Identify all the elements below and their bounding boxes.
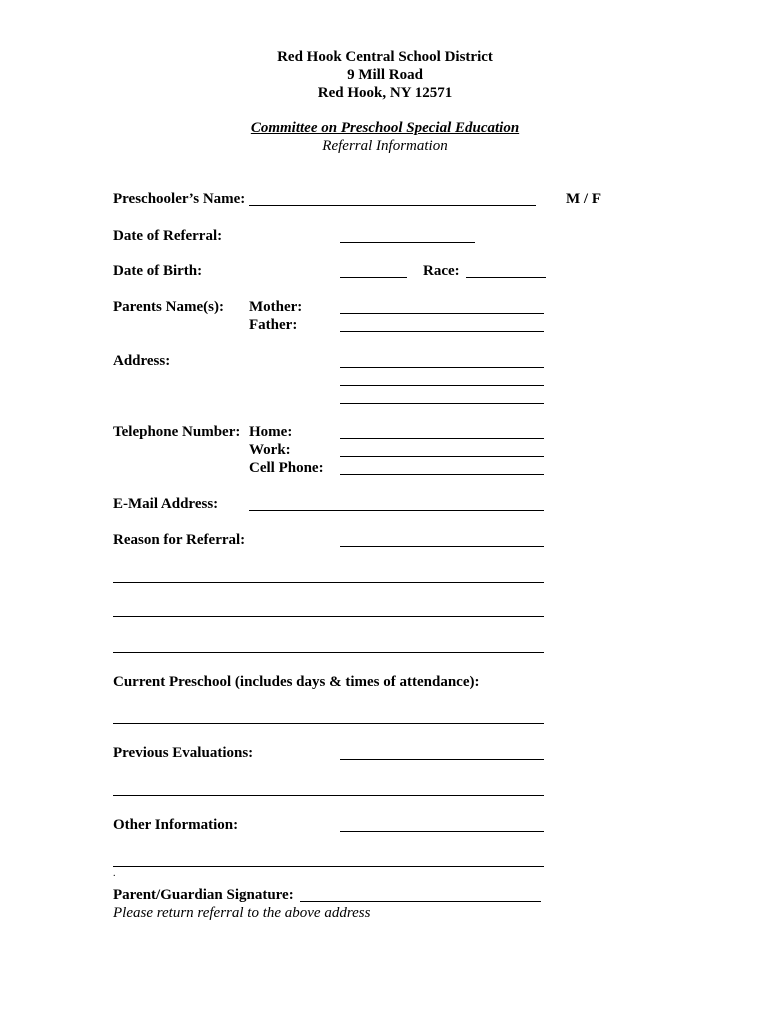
street-address: 9 Mill Road — [347, 67, 423, 83]
parents-names-label: Parents Name(s): — [113, 299, 224, 315]
form-subtitle: Referral Information — [322, 138, 448, 154]
cell-phone-label: Cell Phone: — [249, 460, 324, 476]
date-of-referral-label: Date of Referral: — [113, 228, 223, 244]
father-line[interactable] — [340, 331, 544, 332]
email-label: E-Mail Address: — [113, 496, 219, 512]
date-of-referral-line[interactable] — [340, 242, 475, 243]
other-information-line-2[interactable] — [113, 866, 544, 867]
telephone-label: Telephone Number: — [113, 424, 241, 440]
address-line-1[interactable] — [340, 367, 544, 368]
date-of-birth-line[interactable] — [340, 277, 407, 278]
previous-evaluations-line-1[interactable] — [340, 759, 544, 760]
previous-evaluations-line-2[interactable] — [113, 795, 544, 796]
cell-phone-line[interactable] — [340, 474, 544, 475]
signature-label: Parent/Guardian Signature: — [113, 887, 294, 903]
other-information-line-1[interactable] — [340, 831, 544, 832]
current-preschool-line[interactable] — [113, 723, 544, 724]
return-note: Please return referral to the above address — [113, 905, 371, 921]
address-line-2[interactable] — [340, 385, 544, 386]
city-state-zip: Red Hook, NY 12571 — [317, 85, 453, 101]
current-preschool-label: Current Preschool (includes days & times of attendance): — [113, 674, 480, 690]
race-line[interactable] — [466, 277, 546, 278]
race-label: Race: — [423, 263, 460, 279]
reason-line-3[interactable] — [113, 616, 544, 617]
sex-label: M / F — [566, 191, 601, 207]
committee-title-text: Committee on Preschool Special Education — [250, 120, 520, 136]
stray-dot: . — [113, 868, 116, 879]
email-line[interactable] — [249, 510, 544, 511]
reason-line-1[interactable] — [340, 546, 544, 547]
reason-line-4[interactable] — [113, 652, 544, 653]
other-information-label: Other Information: — [113, 817, 239, 833]
work-phone-label: Work: — [249, 442, 291, 458]
signature-line[interactable] — [300, 901, 541, 902]
reason-line-2[interactable] — [113, 582, 544, 583]
home-phone-label: Home: — [249, 424, 293, 440]
address-line-3[interactable] — [340, 403, 544, 404]
mother-line[interactable] — [340, 313, 544, 314]
father-label: Father: — [249, 317, 298, 333]
home-phone-line[interactable] — [340, 438, 544, 439]
district-name: Red Hook Central School District — [277, 49, 493, 65]
mother-label: Mother: — [249, 299, 303, 315]
work-phone-line[interactable] — [340, 456, 544, 457]
preschooler-name-label: Preschooler’s Name: — [113, 191, 246, 207]
committee-title — [0, 119, 770, 137]
preschooler-name-line[interactable] — [249, 205, 536, 206]
address-label: Address: — [113, 353, 171, 369]
date-of-birth-label: Date of Birth: — [113, 263, 203, 279]
previous-evaluations-label: Previous Evaluations: — [113, 745, 254, 761]
reason-label: Reason for Referral: — [113, 532, 246, 548]
